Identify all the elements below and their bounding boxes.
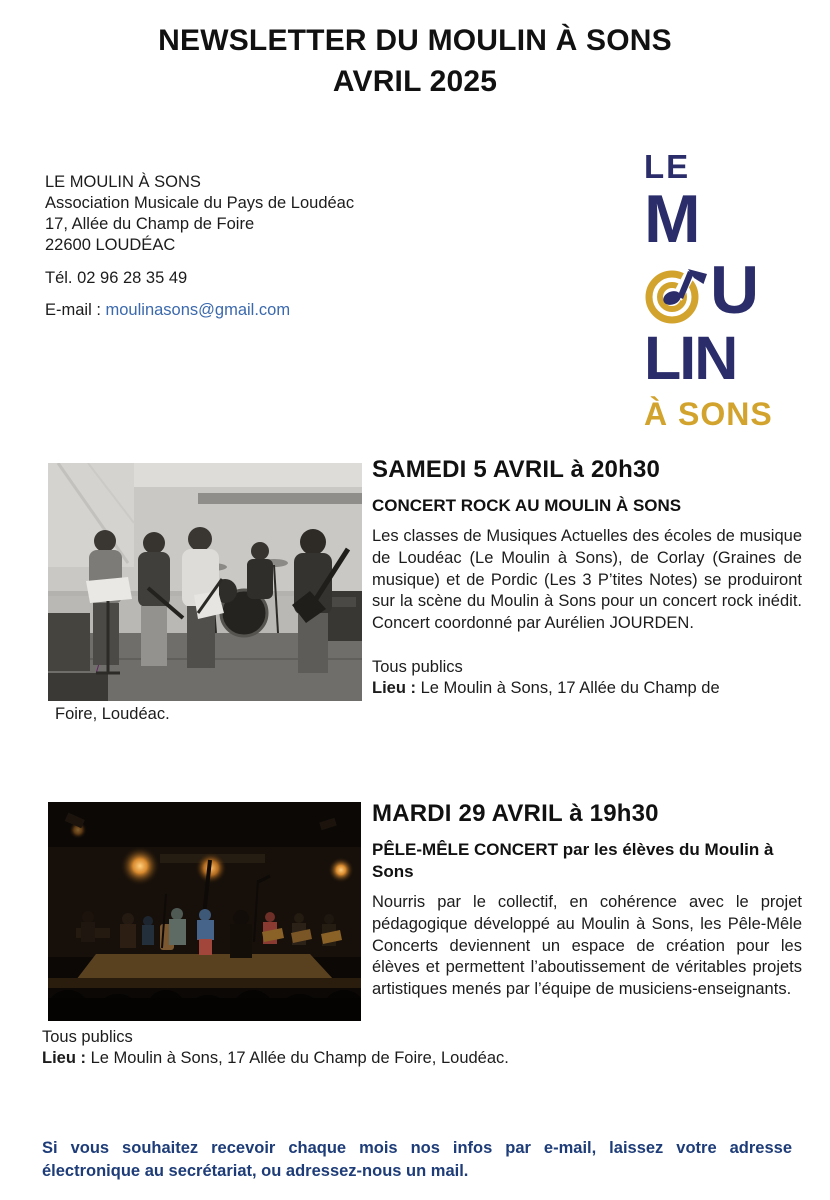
contact-phone: Tél. 02 96 28 35 49 — [45, 269, 188, 287]
event2-concert-stage-photo — [48, 802, 361, 1021]
event1-location-label: Lieu : — [372, 678, 416, 697]
event1-description: Les classes de Musiques Actuelles des écoles de musique de Loudéac (Le Moulin à Sons), de Corlay (Graines de musique) et de Pordic (Les 3 P’tites Notes) se produiront sur la scène du Moulin à Sons pour un concert rock inédit. Concert coordonné par Aurélien JOURDEN. — [372, 527, 802, 633]
event1-meta — [372, 657, 802, 699]
event2-title: PÊLE-MÊLE CONCERT par les élèves du Moulin à Sons — [372, 840, 774, 881]
contact-address-line2: 22600 LOUDÉAC — [45, 236, 176, 254]
event1-audience: Tous publics — [372, 657, 463, 676]
event2-description: Nourris par le collectif, en cohérence avec le projet pédagogique développé au Moulin à Sons, les Pêle-Mêle Concerts deviennent un espace de création pour les élèves et permettent l’aboutissement de véritables projets artistiques menés par l’équipe de musiciens-enseignants. — [372, 893, 802, 999]
logo-word-u: U — [710, 252, 758, 328]
logo-word-asons: À SONS — [644, 396, 773, 432]
contact-block — [45, 172, 354, 321]
contact-address-line1: 17, Allée du Champ de Foire — [45, 215, 255, 233]
event1-title: CONCERT ROCK AU MOULIN À SONS — [372, 496, 682, 515]
event2-location-label: Lieu : — [42, 1048, 86, 1067]
event2-meta — [42, 1027, 602, 1068]
event2-audience: Tous publics — [42, 1028, 133, 1046]
event2-location — [42, 1048, 602, 1069]
event2-block — [372, 800, 802, 1001]
logo-word-lin: LIN — [644, 324, 737, 392]
event2-date-heading: MARDI 29 AVRIL à 19h30 — [372, 800, 659, 827]
contact-name: LE MOULIN À SONS — [45, 173, 201, 191]
event2-location-text: Le Moulin à Sons, 17 Allée du Champ de Foire, Loudéac. — [90, 1048, 509, 1067]
spiral-o-music-note-icon — [644, 260, 708, 324]
logo-word-m: M — [644, 181, 699, 257]
email-label: E-mail : — [45, 301, 101, 319]
event1-location — [372, 678, 802, 699]
event1-band-rehearsal-photo — [48, 463, 362, 701]
event1-location-text: Le Moulin à Sons, 17 Allée du Champ de — [420, 678, 720, 697]
contact-association: Association Musicale du Pays de Loudéac — [45, 194, 355, 212]
logo-word-le: LE — [644, 148, 691, 185]
event1-date-heading: SAMEDI 5 AVRIL à 20h30 — [372, 456, 661, 483]
logo-ou-row — [644, 252, 784, 328]
moulin-a-sons-logo — [644, 150, 784, 430]
page-title — [0, 20, 830, 102]
event1-location-continuation: Foire, Loudéac. — [55, 705, 170, 723]
page-title-line1: NEWSLETTER DU MOULIN À SONS — [158, 24, 672, 57]
event1-block — [372, 456, 802, 699]
page-title-line2: AVRIL 2025 — [332, 65, 498, 98]
subscribe-notice: Si vous souhaitez recevoir chaque mois nos infos par e-mail, laissez votre adresse électronique au secrétariat, ou adressez-nous un mail. — [42, 1139, 792, 1180]
email-link[interactable]: moulinasons@gmail.com — [105, 301, 291, 319]
contact-email-row — [45, 300, 354, 321]
